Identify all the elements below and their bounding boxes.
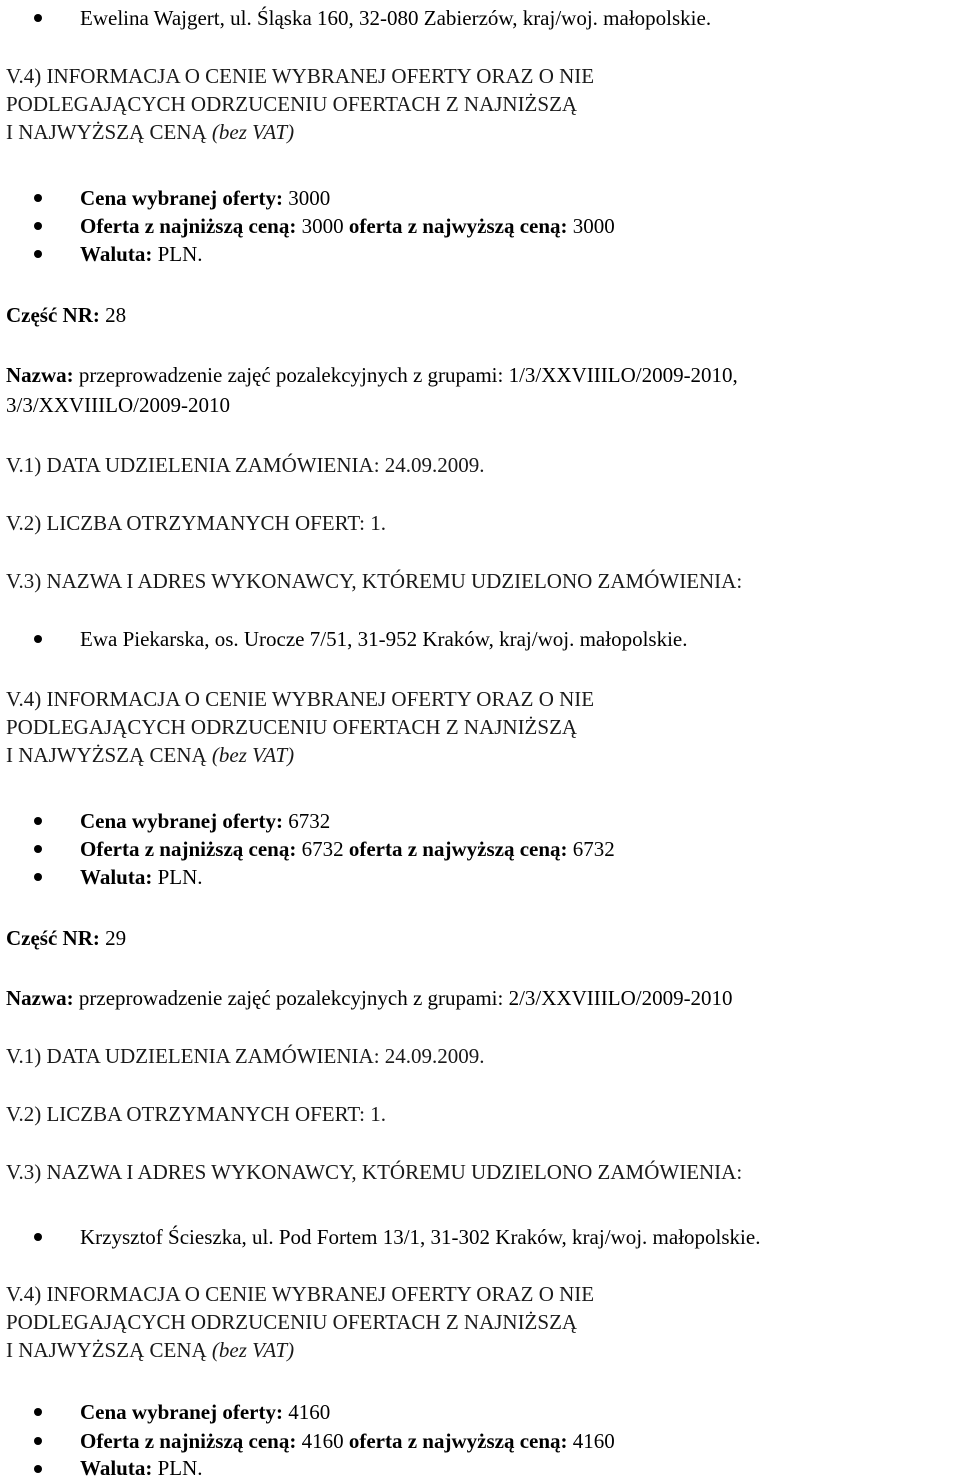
price-info-heading-line2: PODLEGAJĄCYCH ODRZUCENIU OFERTACH Z NAJNIŻSZĄ [6,715,578,739]
bullet-icon [34,817,42,825]
part-29-offers-count: V.2) LICZBA OTRZYMANYCH OFERT: 1. [6,1102,386,1126]
price-info-heading-line3: I NAJWYŻSZĄ CENĄ (bez VAT) [6,1338,295,1362]
part-28-offers-count: V.2) LICZBA OTRZYMANYCH OFERT: 1. [6,511,386,535]
bullet-icon [34,14,42,22]
selected-offer-price: Cena wybranej oferty: 6732 [80,809,331,833]
bullet-icon [34,250,42,258]
currency-line: Waluta: PLN. [80,242,203,266]
lowest-highest-price: Oferta z najniższą ceną: 6732 oferta z najwyższą ceną: 6732 [80,837,615,861]
part-28-contractor: Ewa Piekarska, os. Urocze 7/51, 31-952 Kraków, kraj/woj. małopolskie. [80,627,688,651]
part-29-name: Nazwa: przeprowadzenie zajęć pozalekcyjnych z grupami: 2/3/XXVIIILO/2009-2010 [6,986,733,1010]
part-number-29: Część NR: 29 [6,926,127,950]
price-info-heading-line2: PODLEGAJĄCYCH ODRZUCENIU OFERTACH Z NAJNIŻSZĄ [6,1310,578,1334]
bullet-icon [34,1408,42,1416]
part-28-name-line1: Nazwa: przeprowadzenie zajęć pozalekcyjnych z grupami: 1/3/XXVIIILO/2009-2010, [6,363,738,387]
price-info-heading-line3: I NAJWYŻSZĄ CENĄ (bez VAT) [6,120,295,144]
currency-line: Waluta: PLN. [80,865,203,889]
bullet-icon [34,1233,42,1241]
bullet-icon [34,873,42,881]
part-28-contractor-heading: V.3) NAZWA I ADRES WYKONAWCY, KTÓREMU UDZIELONO ZAMÓWIENIA: [6,569,743,593]
contractor-address: Ewelina Wajgert, ul. Śląska 160, 32-080 Zabierzów, kraj/woj. małopolskie. [80,6,712,30]
part-28-award-date: V.1) DATA UDZIELENIA ZAMÓWIENIA: 24.09.2009. [6,453,485,477]
part-29-contractor: Krzysztof Ścieszka, ul. Pod Fortem 13/1, 31-302 Kraków, kraj/woj. małopolskie. [80,1225,761,1249]
price-info-heading-line2: PODLEGAJĄCYCH ODRZUCENIU OFERTACH Z NAJNIŻSZĄ [6,92,578,116]
bullet-icon [34,635,42,643]
lowest-highest-price: Oferta z najniższą ceną: 3000 oferta z najwyższą ceną: 3000 [80,214,615,238]
price-info-heading-line1: V.4) INFORMACJA O CENIE WYBRANEJ OFERTY ORAZ O NIE [6,1282,595,1306]
part-number-28: Część NR: 28 [6,303,127,327]
bullet-icon [34,222,42,230]
part-29-contractor-heading: V.3) NAZWA I ADRES WYKONAWCY, KTÓREMU UDZIELONO ZAMÓWIENIA: [6,1160,743,1184]
lowest-highest-price: Oferta z najniższą ceną: 4160 oferta z najwyższą ceną: 4160 [80,1429,615,1453]
bullet-icon [34,1437,42,1445]
bullet-icon [34,1465,42,1473]
currency-line: Waluta: PLN. [80,1456,203,1480]
bullet-icon [34,845,42,853]
price-info-heading-line3: I NAJWYŻSZĄ CENĄ (bez VAT) [6,743,295,767]
bullet-icon [34,194,42,202]
part-28-name-line2: 3/3/XXVIIILO/2009-2010 [6,393,230,417]
price-info-heading-line1: V.4) INFORMACJA O CENIE WYBRANEJ OFERTY ORAZ O NIE [6,687,595,711]
part-29-award-date: V.1) DATA UDZIELENIA ZAMÓWIENIA: 24.09.2009. [6,1044,485,1068]
price-info-heading-line1: V.4) INFORMACJA O CENIE WYBRANEJ OFERTY ORAZ O NIE [6,64,595,88]
selected-offer-price: Cena wybranej oferty: 3000 [80,186,331,210]
selected-offer-price: Cena wybranej oferty: 4160 [80,1400,331,1424]
